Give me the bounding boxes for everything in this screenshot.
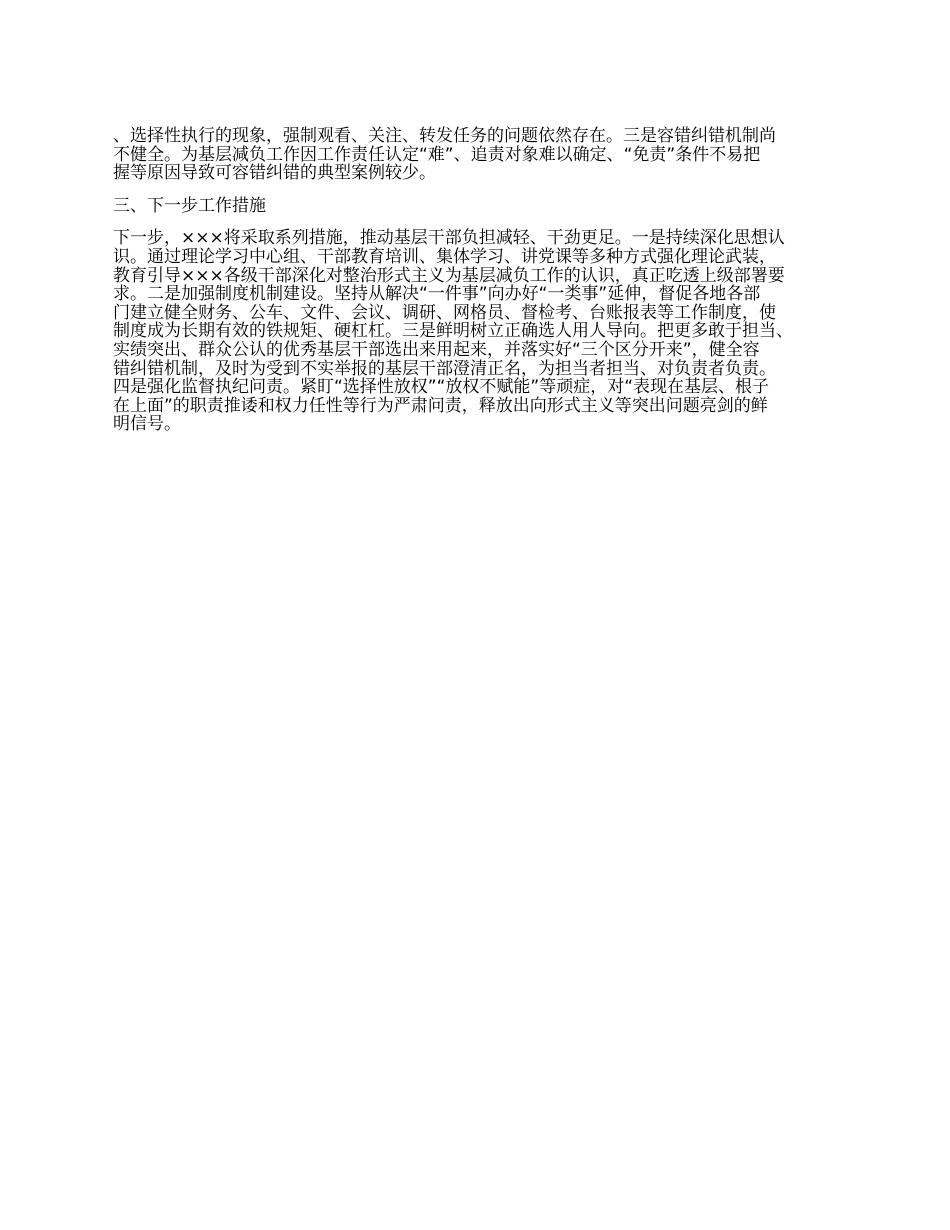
text-line: 错纠错机制，及时为受到不实举报的基层干部澄清正名，为担当者担当、对负责者负责。 [113,358,776,379]
text-line: 下一步，×××将采取系列措施，推动基层干部负担减轻、干劲更足。一是持续深化思想认 [113,228,785,249]
paragraph-next-steps [113,229,853,434]
text-line: 实绩突出、群众公认的优秀基层干部选出来用起来，并落实好“三个区分开来”，健全容 [113,339,760,360]
section-heading: 三、下一步工作措施 [113,195,266,216]
text-line: 教育引导×××各级干部深化对整治形式主义为基层减负工作的认识，真正吃透上级部署要 [113,265,785,286]
text-line: 识。通过理论学习中心组、干部教育培训、集体学习、讲党课等多种方式强化理论武装， [113,246,776,267]
text-line: 不健全。为基层减负工作因工作责任认定“难”、追责对象难以确定、“免责”条件不易把 [113,144,761,165]
text-line: 门建立健全财务、公车、文件、会议、调研、网格员、督检考、台账报表等工作制度，使 [113,302,776,323]
text-line: 握等原因导致可容错纠错的典型案例较少。 [113,163,436,184]
text-line: 明信号。 [113,414,181,435]
text-line: 制度成为长期有效的铁规矩、硬杠杠。三是鲜明树立正确选人用人导向。把更多敢于担当、 [113,321,793,342]
text-line: 求。二是加强制度机制建设。坚持从解决“一件事”向办好“一类事”延伸，督促各地各部 [113,284,761,305]
text-line: 、选择性执行的现象，强制观看、关注、转发任务的问题依然存在。三是容错纠错机制尚 [113,126,776,146]
text-line: 四是强化监督执纪问责。紧盯“选择性放权”“放权不赋能”等顽症，对“表现在基层、根子 [113,377,770,398]
paragraph-problems [113,127,853,183]
text-line: 在上面”的职责推诿和权力任性等行为严肃问责，释放出向形式主义等突出问题亮剑的鲜 [113,395,768,416]
document-body [113,127,853,434]
